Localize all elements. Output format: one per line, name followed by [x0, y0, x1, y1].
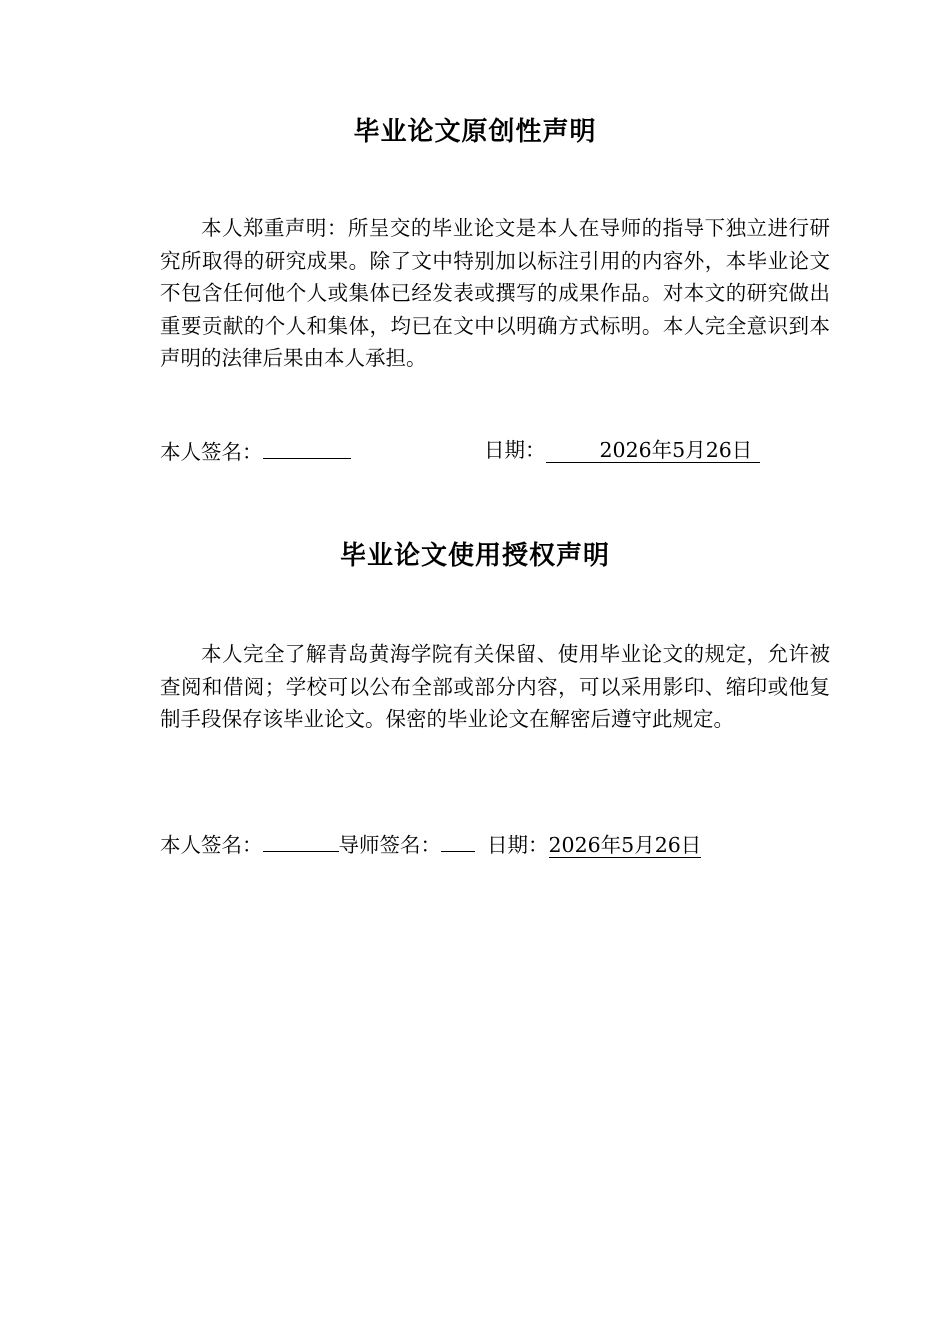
advisor-signature-blank[interactable] [441, 829, 475, 852]
usage-authorization-body: 本人完全了解青岛黄海学院有关保留、使用毕业论文的规定，允许被查阅和借阅；学校可以公布全部或部分内容，可以采用影印、缩印或他复制手段保存该毕业论文。保密的毕业论文在解密后遵守此规定。 [160, 642, 830, 731]
originality-date-group [484, 436, 760, 464]
student-signature-blank[interactable] [263, 436, 351, 459]
originality-declaration-title: 毕业论文原创性声明 [353, 117, 597, 147]
date-value: 2026年5月26日 [548, 833, 702, 857]
date-value: 2026年5月26日 [546, 438, 761, 463]
student-signature-blank[interactable] [263, 829, 339, 852]
date-label: 日期： [484, 438, 546, 462]
originality-declaration-body: 本人郑重声明：所呈交的毕业论文是本人在导师的指导下独立进行研究所取得的研究成果。除了文中特别加以标注引用的内容外，本毕业论文不包含任何他个人或集体已经发表或撰写的成果作品。对本文的研究做出重要贡献的个人和集体，均已在文中以明确方式标明。本人完全意识到本声明的法律后果由本人承担。 [160, 216, 830, 370]
usage-authorization-title: 毕业论文使用授权声明 [339, 541, 610, 571]
advisor-signature-label: 导师签名： [338, 833, 441, 857]
authorization-signature-row [160, 829, 701, 859]
student-signature-label: 本人签名： [160, 833, 263, 857]
originality-signature-row [160, 436, 351, 466]
student-signature-label: 本人签名： [160, 440, 263, 464]
date-label: 日期： [487, 833, 549, 857]
